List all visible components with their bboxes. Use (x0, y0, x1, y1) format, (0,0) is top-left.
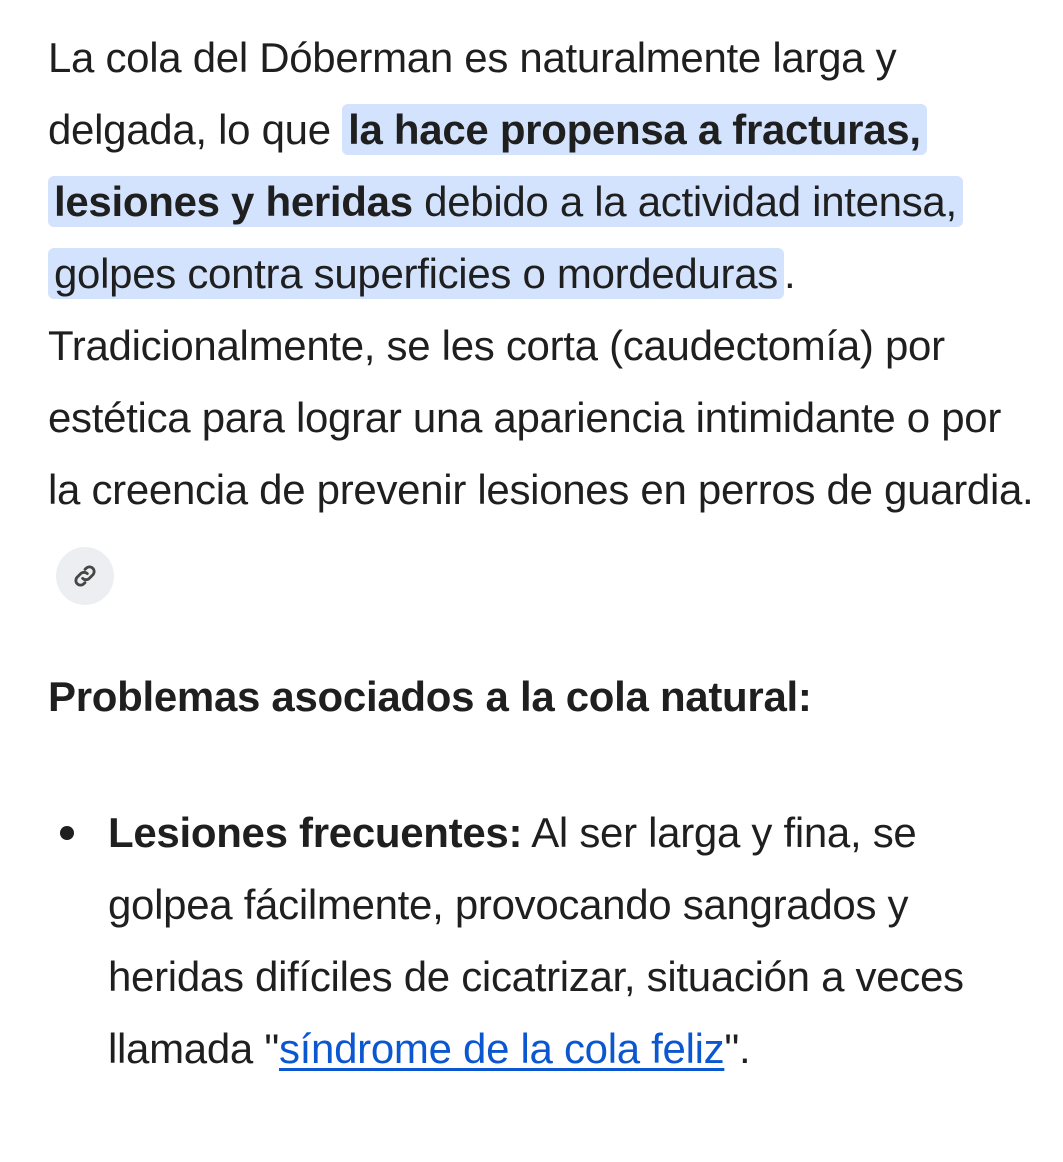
list-item-text-end: ". (724, 1025, 751, 1072)
list-item-text: Al ser larga y fina, se golpea fácilmente, provocando sangrados y heridas difíciles de cicatrizar, situación a veces llamada " (108, 809, 964, 1072)
highlight-bold-text: fracturas, lesiones y heridas (54, 106, 921, 225)
intro-paragraph (48, 22, 1038, 605)
happy-tail-link[interactable]: síndrome de la cola feliz (278, 1025, 725, 1072)
list-item (48, 797, 1038, 1085)
link-icon (71, 562, 99, 590)
list-item-title: Lesiones frecuentes: (108, 809, 523, 856)
section-heading: Problemas asociados a la cola natural: (48, 673, 812, 720)
highlight-text-1: la hace propensa a (348, 106, 733, 153)
rest-text: . Tradicionalmente, se les corta (caudectomía) por estética para lograr una apariencia intimidante o por la creencia de prevenir lesiones en perros de guardia. (48, 250, 1034, 513)
source-link-button[interactable] (56, 547, 114, 605)
bullet-icon (60, 826, 74, 840)
highlight-text-2: debido a la actividad intensa, golpes contra superficies o mordeduras (54, 178, 957, 297)
problems-list (48, 797, 1038, 1085)
answer-content (48, 22, 1038, 1085)
intro-text: La cola del Dóberman es naturalmente larga y delgada, lo que (48, 34, 897, 153)
